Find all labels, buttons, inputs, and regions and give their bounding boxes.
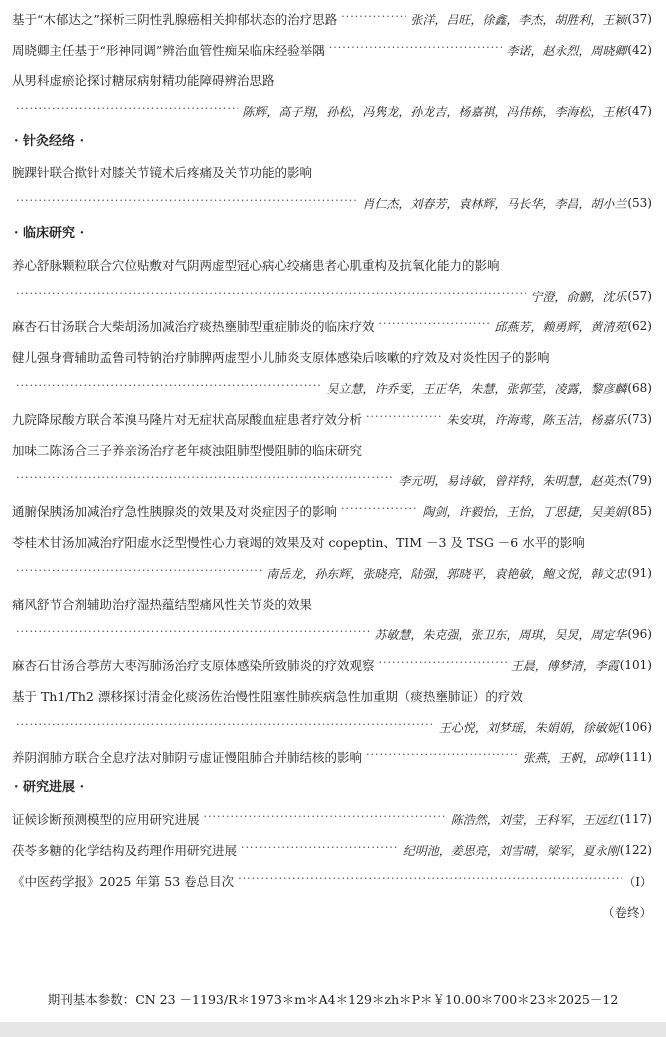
entry-page: (106): [619, 720, 652, 734]
entry-title: 养阴润肺方联合全息疗法对肺阴亏虚证慢阻肺合并肺结核的影响: [12, 750, 363, 765]
entry-title: 周晓卿主任基于“形神同调”辨治血管性痴呆临床经验举隅: [12, 43, 325, 58]
entry-page: (101): [619, 658, 652, 672]
entry-authors: 宁澄，俞鹏，沈乐: [530, 289, 627, 304]
section-heading-acupuncture: · 针灸经络 ·: [14, 134, 85, 149]
dot-leader: [375, 315, 491, 337]
entry-page: (91): [627, 566, 652, 580]
section-heading-progress: · 研究进展 ·: [14, 780, 85, 795]
dot-leader: [12, 100, 238, 122]
dot-leader: [375, 654, 507, 676]
entry-title: 健儿强身膏辅助孟鲁司特钠治疗肺脾两虚型小儿肺炎支原体感染后咳嗽的疗效及对炎性因子的影响: [12, 350, 550, 365]
dot-leader: [12, 469, 394, 491]
entry-title: 痛风舒节合剂辅助治疗湿热蕴结型痛风性关节炎的效果: [12, 597, 313, 612]
entry-page: (96): [627, 627, 652, 641]
toc-entry[interactable]: [12, 315, 652, 337]
dot-leader: [12, 192, 358, 214]
entry-authors: 苏敏慧，朱克强，张卫东，周琪，吴炅，周定华: [374, 627, 627, 642]
entry-title: 从男科虚瘀论探讨糖尿病射精功能障碍辨治思路: [12, 73, 275, 88]
entry-title: 基于“木郁达之”探析三阴性乳腺癌相关抑郁状态的治疗思路: [12, 12, 338, 27]
toc-entry-author-line[interactable]: [12, 100, 652, 122]
toc-entry-title-line[interactable]: [12, 254, 652, 276]
entry-title: 基于 Th1/Th2 漂移探讨清金化痰汤佐治慢性阻塞性肺疾病急性加重期（痰热壅肺证）的疗效: [12, 689, 523, 704]
dot-leader: [362, 746, 519, 768]
dot-leader: [237, 839, 399, 861]
toc-entry[interactable]: [12, 39, 652, 61]
toc-entry[interactable]: [12, 654, 652, 676]
entry-page: (53): [627, 196, 652, 210]
toc-entry-title-line[interactable]: [12, 685, 652, 707]
entry-page: (57): [627, 289, 652, 303]
entry-page: (73): [627, 412, 652, 426]
entry-authors: 王心悦，刘梦瑶，朱娟娟，徐敏妮: [438, 720, 619, 735]
toc-entry[interactable]: [12, 839, 652, 861]
toc-entry[interactable]: [12, 808, 652, 830]
section-heading-clinical: · 临床研究 ·: [14, 226, 85, 241]
entry-title: 茯苓多糖的化学结构及药理作用研究进展: [12, 843, 238, 858]
dot-leader: [337, 500, 418, 522]
toc-entry[interactable]: [12, 746, 652, 768]
dot-leader: [12, 716, 435, 738]
entry-page: （Ⅰ）: [623, 874, 652, 889]
entry-title: 养心舒脉颗粒联合穴位贴敷对气阴两虚型冠心病心绞痛患者心肌重构及抗氧化能力的影响: [12, 258, 500, 273]
dot-leader: [12, 623, 370, 645]
entry-authors: 李元明，易诗敏，曾祥特，朱明慧，赵英杰: [398, 473, 627, 488]
entry-title: 证候诊断预测模型的应用研究进展: [12, 812, 200, 827]
entry-authors: 陈辉，高子翔，孙松，冯隽龙，孙龙吉，杨嘉祺，冯伟栋，李海松，王彬: [242, 104, 627, 119]
entry-title: 腕踝针联合揿针对膝关节镜术后疼痛及关节功能的影响: [12, 165, 313, 180]
toc-entry[interactable]: [12, 870, 652, 892]
entry-authors: 王晨，傅梦清，李霞: [510, 658, 619, 673]
toc-entry-author-line[interactable]: [12, 377, 652, 399]
toc-entry-author-line[interactable]: [12, 192, 652, 214]
entry-authors: 吴立慧，许乔雯，王正华，朱慧，张郭莹，凌露，黎彦麟: [326, 381, 627, 396]
entry-title: 苓桂术甘汤加减治疗阳虚水泛型慢性心力衰竭的效果及对 copeptin、TIM －3 及 TSG －6 水平的影响: [12, 535, 585, 550]
page-bottom-edge: [0, 1022, 666, 1037]
dot-leader: [12, 377, 322, 399]
entry-authors: 张燕，王帆，邱峥: [522, 750, 619, 765]
toc-entry-author-line[interactable]: [12, 716, 652, 738]
entry-authors: 朱安琪，许海莺，陈玉洁，杨嘉乐: [446, 412, 627, 427]
toc-entry-author-line[interactable]: [12, 562, 652, 584]
toc-entry-title-line[interactable]: [12, 439, 652, 461]
volume-end-note: （卷终）: [601, 905, 652, 920]
toc-entry-author-line[interactable]: [12, 285, 652, 307]
toc-entry-title-line[interactable]: [12, 531, 652, 553]
entry-title: 九院降尿酸方联合苯溴马隆片对无症状高尿酸血症患者疗效分析: [12, 412, 363, 427]
entry-page: (37): [627, 12, 652, 26]
entry-title: 通腑保胰汤加减治疗急性胰腺炎的效果及对炎症因子的影响: [12, 504, 338, 519]
entry-title: 麻杏石甘汤联合大柴胡汤加减治疗痰热壅肺型重症肺炎的临床疗效: [12, 319, 375, 334]
toc-entry-title-line[interactable]: [12, 69, 652, 91]
entry-authors: 张洋，吕旺，徐鑫，李杰，胡胜利，王颖: [410, 12, 627, 27]
entry-page: (85): [627, 504, 652, 518]
entry-page: (68): [627, 381, 652, 395]
toc-entry[interactable]: [12, 500, 652, 522]
dot-leader: [337, 8, 406, 30]
toc-entry[interactable]: [12, 8, 652, 30]
toc-entry-author-line[interactable]: [12, 623, 652, 645]
journal-parameters-footer: 期刊基本参数：CN 23 －1193/R＊1973＊m＊A4＊129＊zh＊P＊￥10.00＊700＊23＊2025－12: [47, 992, 619, 1007]
toc-entry[interactable]: [12, 408, 652, 430]
dot-leader: [362, 408, 442, 430]
dot-leader: [234, 870, 622, 892]
entry-title: 加味二陈汤合三子养亲汤治疗老年痰浊阻肺型慢阻肺的临床研究: [12, 443, 363, 458]
entry-page: (42): [627, 43, 652, 57]
entry-page: (111): [619, 750, 652, 764]
dot-leader: [12, 562, 262, 584]
dot-leader: [12, 285, 526, 307]
dot-leader: [325, 39, 503, 61]
entry-page: (122): [619, 843, 652, 857]
toc-entry-title-line[interactable]: [12, 346, 652, 368]
entry-page: (117): [619, 812, 652, 826]
dot-leader: [200, 808, 447, 830]
entry-authors: 南岳龙，孙东辉，张晓亮，陆强，郭晓平，袁艳敏，鲍文悦，韩文忠: [266, 566, 627, 581]
toc-entry-title-line[interactable]: [12, 593, 652, 615]
entry-authors: 李诺，赵永烈，周晓卿: [506, 43, 627, 58]
entry-title: 《中医药学报》2025 年第 53 卷总目次: [12, 874, 235, 889]
entry-authors: 邱燕芳，赖勇辉，黄清苑: [494, 319, 627, 334]
entry-page: (62): [627, 319, 652, 333]
entry-authors: 陶剑，许毅怡，王怡，丁思捷，吴美娟: [422, 504, 627, 519]
entry-authors: 纪明池，姜思亮，刘雪晴，梁军，夏永刚: [402, 843, 619, 858]
entry-title: 麻杏石甘汤合葶苈大枣泻肺汤治疗支原体感染所致肺炎的疗效观察: [12, 658, 375, 673]
entry-authors: 肖仁杰，刘春芳，袁林辉，马长华，李昌，胡小兰: [362, 196, 627, 211]
entry-page: (47): [627, 104, 652, 118]
entry-authors: 陈浩然，刘莹，王科军，王远红: [450, 812, 619, 827]
entry-page: (79): [627, 473, 652, 487]
toc-entry-title-line[interactable]: [12, 161, 652, 183]
toc-entry-author-line[interactable]: [12, 469, 652, 491]
